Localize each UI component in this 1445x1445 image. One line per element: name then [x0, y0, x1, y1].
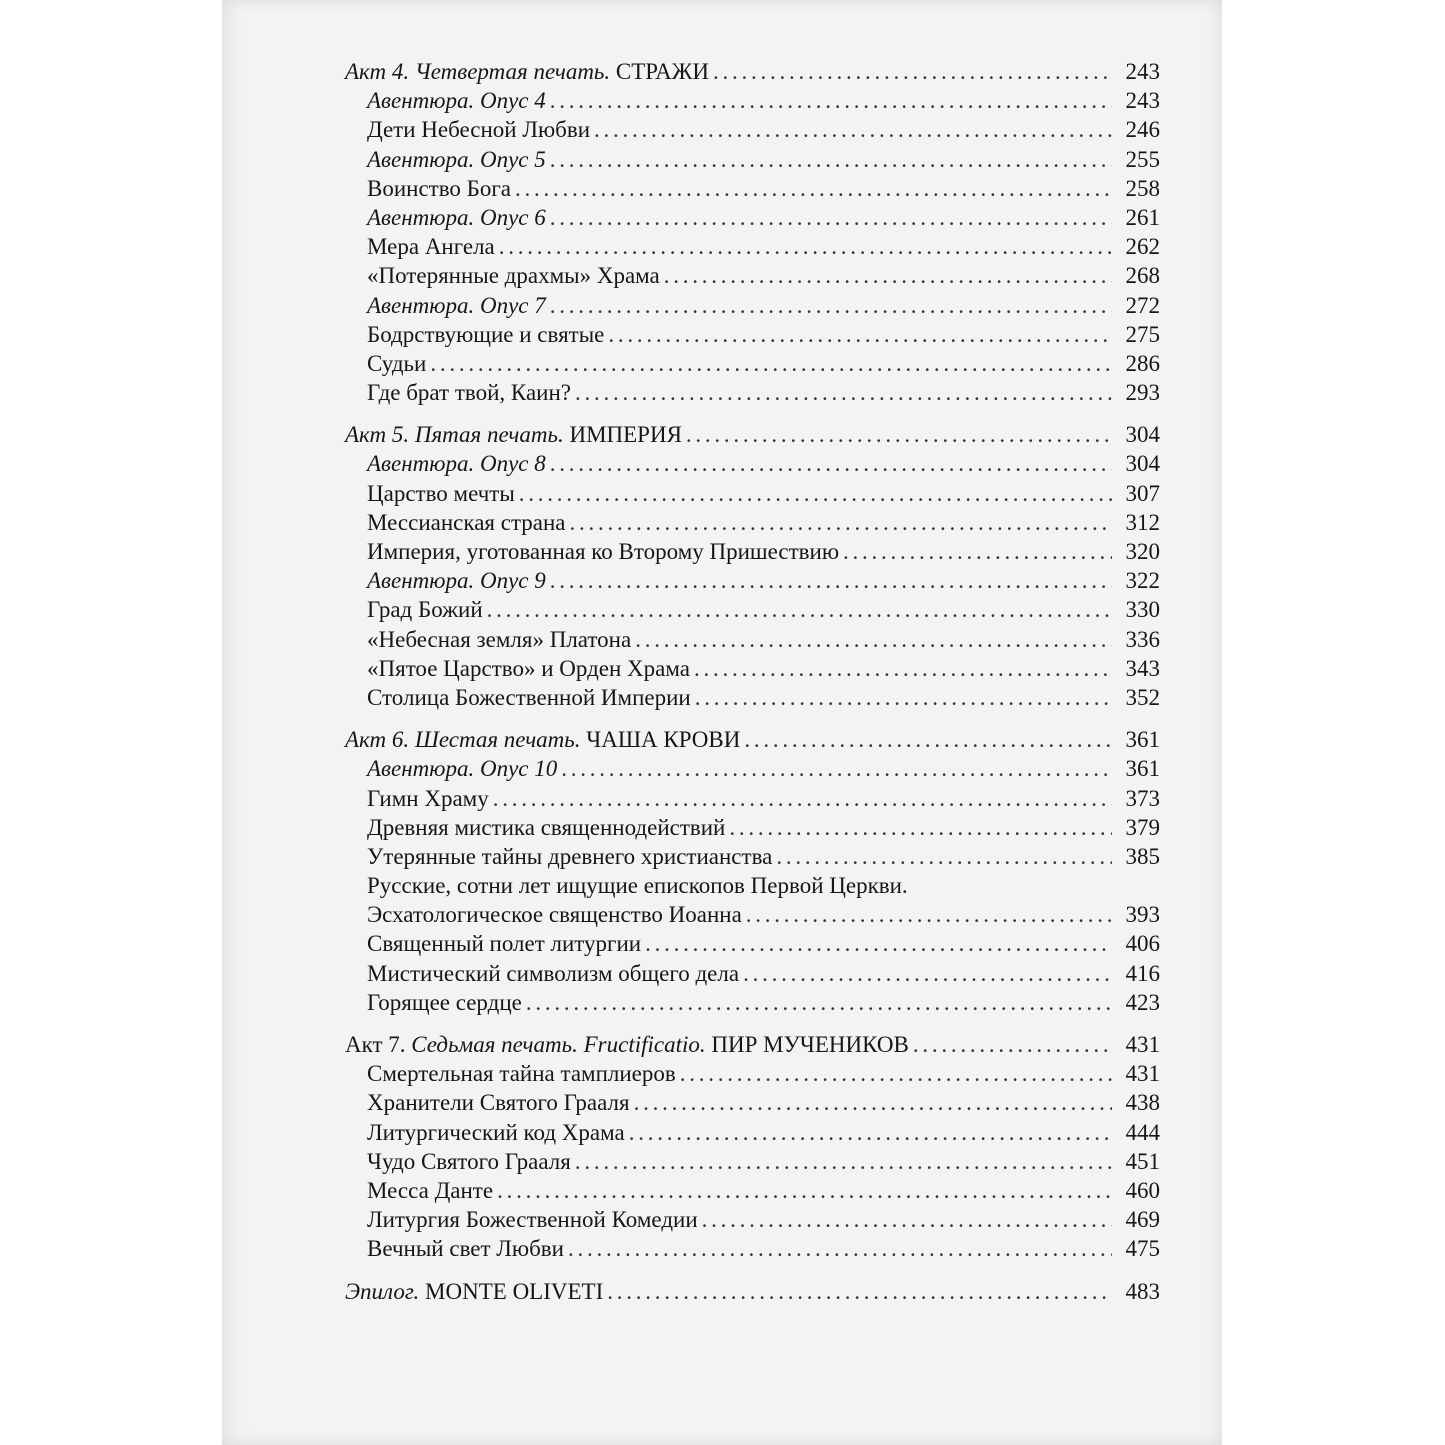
toc-entry [345, 900, 1160, 929]
toc-act-heading [345, 420, 1160, 449]
toc-entry [345, 261, 1160, 290]
toc-entry-title [367, 595, 483, 624]
toc-entry [345, 320, 1160, 349]
dot-leader [550, 449, 1112, 478]
toc-page-number: 385 [1125, 843, 1160, 869]
toc-entry-text: Утерянные тайны древнего христианства [367, 843, 773, 869]
toc-entry-text: «Потерянные драхмы» Храма [367, 263, 660, 289]
toc-entry-title [367, 261, 660, 290]
toc-entry-italic-text: Авентюра. Опус 9 [367, 568, 546, 594]
toc-entry-text: Древняя мистика священнодействий [367, 814, 726, 840]
dot-leader [843, 537, 1112, 566]
dot-leader [713, 57, 1112, 86]
toc-page-number: 469 [1125, 1207, 1160, 1233]
dot-leader [575, 1147, 1112, 1176]
dot-leader [497, 1176, 1112, 1205]
toc-page-number: 330 [1125, 597, 1160, 623]
toc-page-number: 451 [1125, 1148, 1160, 1174]
toc-page-number: 272 [1125, 292, 1160, 318]
toc-entry-text: ПИР МУЧЕНИКОВ [705, 1032, 909, 1057]
toc-entry-title [367, 86, 546, 115]
toc-page-number: 312 [1125, 509, 1160, 535]
toc-entry-text: Мессианская страна [367, 509, 566, 535]
toc-entry-title [367, 1234, 564, 1263]
dot-leader [550, 203, 1112, 232]
toc-entry-title [367, 988, 522, 1017]
dot-leader [645, 929, 1112, 958]
toc-entry [345, 871, 1160, 900]
toc-page-number: 243 [1125, 59, 1160, 84]
dot-leader [695, 683, 1112, 712]
dot-leader [499, 232, 1112, 261]
dot-leader [729, 813, 1112, 842]
toc-entry [345, 508, 1160, 537]
toc-entry [345, 929, 1160, 958]
dot-leader [913, 1030, 1112, 1059]
dot-leader [744, 725, 1112, 754]
toc-entry [345, 959, 1160, 988]
toc-entry [345, 232, 1160, 261]
toc-entry-text: Месса Данте [367, 1177, 494, 1203]
toc-entry-prefix: Акт 7. [345, 1032, 412, 1057]
toc-entry [345, 86, 1160, 115]
toc-entry-title [367, 1205, 698, 1234]
dot-leader [430, 349, 1112, 378]
dot-leader [629, 1118, 1112, 1147]
toc-entry-title [345, 1030, 909, 1059]
dot-leader [743, 959, 1112, 988]
toc-entry-text: «Пятое Царство» и Орден Храма [367, 655, 690, 681]
dot-leader [519, 479, 1112, 508]
dot-leader [493, 784, 1112, 813]
toc-entry-title [345, 420, 682, 449]
toc-entry [345, 813, 1160, 842]
toc-page-number: 268 [1125, 263, 1160, 289]
toc-entry [345, 625, 1160, 654]
toc-entry-text: ЧАША КРОВИ [580, 727, 741, 753]
toc-entry-title [367, 900, 742, 929]
dot-leader [680, 1059, 1112, 1088]
toc-act-heading [345, 57, 1160, 86]
dot-leader [635, 625, 1112, 654]
toc-page-number: 379 [1125, 814, 1160, 840]
toc-entry-title [367, 959, 739, 988]
toc-entry-text: Где брат твой, Каин? [367, 380, 571, 406]
toc-page-number: 304 [1125, 451, 1160, 477]
toc-entry-title [345, 1277, 603, 1306]
toc-entry [345, 479, 1160, 508]
toc-entry [345, 654, 1160, 683]
toc-page-number: 438 [1125, 1090, 1160, 1116]
dot-leader [634, 1088, 1112, 1117]
dot-leader [746, 900, 1112, 929]
dot-leader [686, 420, 1112, 449]
toc-entry [345, 203, 1160, 232]
toc-entry-text: Литургия Божественной Комедии [367, 1207, 698, 1233]
toc-entry-title [367, 784, 489, 813]
toc-entry [345, 1088, 1160, 1117]
toc-entry-title [367, 145, 546, 174]
toc-entry-text: Гимн Храму [367, 785, 489, 811]
toc-act-heading [345, 1277, 1160, 1306]
toc-entry-text: Царство мечты [367, 480, 515, 506]
toc-entry-text: ИМПЕРИЯ [563, 422, 682, 448]
toc-entry [345, 988, 1160, 1017]
toc-page-number: 307 [1125, 480, 1160, 506]
dot-leader [568, 1234, 1112, 1263]
toc-entry [345, 449, 1160, 478]
toc-entry-text: Столица Божественной Империи [367, 684, 691, 710]
toc-entry-text: Хранители Святого Грааля [367, 1090, 630, 1116]
dot-leader [487, 595, 1112, 624]
toc-page-number: 246 [1125, 117, 1160, 143]
toc-page-number: 286 [1125, 350, 1160, 376]
toc-entry-text: Бодрствующие и святые [367, 321, 605, 347]
toc-entry-title [367, 1088, 630, 1117]
toc-entry-title [367, 1118, 625, 1147]
toc-page-number: 361 [1125, 756, 1160, 782]
toc-entry-title [367, 813, 725, 842]
dot-leader [526, 988, 1112, 1017]
toc-entry [345, 291, 1160, 320]
toc-page-number: 361 [1125, 727, 1160, 753]
toc-entry [345, 115, 1160, 144]
toc-entry-title [367, 871, 908, 900]
toc-entry-italic-text: Авентюра. Опус 6 [367, 204, 546, 230]
toc-act-heading [345, 1030, 1160, 1059]
toc-entry-title [367, 683, 691, 712]
toc-page-number: 423 [1125, 989, 1160, 1015]
toc-entry-italic-text: Седьмая печать. Fructificatio. [411, 1032, 706, 1057]
toc-page-number: 460 [1125, 1177, 1160, 1203]
table-of-contents [345, 57, 1160, 1306]
toc-entry-title [367, 929, 641, 958]
toc-entry-title [367, 174, 511, 203]
dot-leader [664, 261, 1112, 290]
toc-entry-title [367, 479, 515, 508]
toc-entry [345, 1147, 1160, 1176]
toc-entry-text: Русские, сотни лет ищущие епископов Первой Церкви. [367, 873, 908, 899]
toc-entry-italic-text: Акт 5. Пятая печать. [345, 422, 564, 448]
toc-entry [345, 1118, 1160, 1147]
dot-leader [607, 1277, 1112, 1306]
toc-entry-text: Судьи [367, 350, 427, 376]
toc-page-number: 393 [1125, 902, 1160, 928]
toc-entry [345, 1059, 1160, 1088]
toc-entry [345, 349, 1160, 378]
toc-entry-title [367, 203, 546, 232]
toc-entry [345, 842, 1160, 871]
dot-leader [570, 508, 1112, 537]
toc-entry-title [367, 232, 495, 261]
toc-entry-italic-text: Авентюра. Опус 4 [367, 88, 546, 114]
toc-page-number: 255 [1125, 146, 1160, 172]
toc-entry-text: Град Божий [367, 597, 483, 623]
toc-act-heading [345, 725, 1160, 754]
dot-leader [561, 754, 1112, 783]
dot-leader [515, 174, 1112, 203]
toc-entry-title [367, 115, 590, 144]
toc-page-number: 416 [1125, 960, 1160, 986]
toc-entry-text: Воинство Бога [367, 175, 512, 201]
toc-page-number: 444 [1125, 1119, 1160, 1145]
toc-entry [345, 145, 1160, 174]
toc-page-number: 373 [1125, 785, 1160, 811]
toc-page-number: 431 [1125, 1032, 1160, 1057]
toc-page-number: 258 [1125, 175, 1160, 201]
toc-entry-title [345, 57, 709, 86]
toc-entry [345, 683, 1160, 712]
toc-entry-italic-text: Авентюра. Опус 8 [367, 451, 546, 477]
toc-entry-title [367, 842, 772, 871]
toc-entry-text: Смертельная тайна тамплиеров [367, 1061, 676, 1087]
toc-entry [345, 595, 1160, 624]
toc-entry-title [367, 320, 604, 349]
toc-entry-title [367, 449, 546, 478]
toc-entry-title [367, 537, 839, 566]
toc-entry-italic-text: Эпилог. [345, 1278, 420, 1304]
toc-entry-text: СТРАЖИ [610, 59, 709, 84]
toc-entry [345, 566, 1160, 595]
toc-entry-text: Империя, уготованная ко Второму Пришествию [367, 539, 840, 564]
toc-page-number: 304 [1125, 422, 1160, 448]
toc-entry-italic-text: Акт 4. Четвертая печать. [345, 59, 611, 84]
toc-page-number: 352 [1125, 684, 1160, 710]
dot-leader [594, 115, 1112, 144]
toc-entry [345, 754, 1160, 783]
toc-entry-text: Мера Ангела [367, 234, 495, 260]
toc-page-number: 243 [1125, 88, 1160, 114]
toc-entry-text: Литургический код Храма [367, 1119, 625, 1145]
dot-leader [550, 566, 1112, 595]
toc-entry-text: Мистический символизм общего дела [367, 960, 740, 986]
toc-entry-title [367, 349, 426, 378]
toc-entry-title [367, 566, 546, 595]
toc-entry-italic-text: Авентюра. Опус 5 [367, 146, 546, 172]
dot-leader [694, 654, 1112, 683]
toc-entry-text: MONTE OLIVETI [419, 1278, 604, 1304]
toc-entry-title [367, 1059, 676, 1088]
toc-page-number: 483 [1125, 1278, 1160, 1304]
toc-entry-title [367, 654, 690, 683]
dot-leader [550, 145, 1112, 174]
toc-entry-title [367, 1147, 571, 1176]
toc-entry-title [367, 625, 631, 654]
toc-entry [345, 1234, 1160, 1263]
dot-leader [550, 86, 1112, 115]
toc-entry [345, 537, 1160, 566]
toc-entry [345, 784, 1160, 813]
toc-entry-italic-text: Акт 6. Шестая печать. [345, 727, 581, 753]
toc-entry-title [367, 378, 571, 407]
dot-leader [575, 378, 1112, 407]
toc-entry-text: «Небесная земля» Платона [367, 626, 632, 652]
toc-entry [345, 1205, 1160, 1234]
dot-leader [776, 842, 1112, 871]
toc-entry-text: Священный полет литургии [367, 931, 642, 957]
toc-entry-text: Дети Небесной Любви [367, 117, 591, 143]
toc-entry-title [345, 725, 740, 754]
dot-leader [608, 320, 1112, 349]
toc-page-number: 293 [1125, 380, 1160, 406]
toc-entry-title [367, 291, 546, 320]
toc-entry-text: Чудо Святого Грааля [367, 1148, 571, 1174]
toc-page-number: 406 [1125, 931, 1160, 957]
toc-entry-title [367, 1176, 493, 1205]
toc-page-number: 475 [1125, 1236, 1160, 1262]
toc-page-number: 343 [1125, 655, 1160, 681]
toc-entry-italic-text: Авентюра. Опус 7 [367, 292, 546, 318]
toc-page-number: 322 [1125, 568, 1160, 594]
toc-entry-title [367, 754, 557, 783]
toc-page-number: 275 [1125, 321, 1160, 347]
toc-entry [345, 174, 1160, 203]
toc-page-number: 336 [1125, 626, 1160, 652]
toc-page-number: 431 [1125, 1061, 1160, 1087]
toc-page-number: 262 [1125, 234, 1160, 260]
toc-page-number: 261 [1125, 204, 1160, 230]
dot-leader [702, 1205, 1112, 1234]
toc-entry [345, 378, 1160, 407]
toc-entry-italic-text: Авентюра. Опус 10 [367, 756, 558, 782]
toc-page-number: 320 [1125, 539, 1160, 564]
toc-entry [345, 1176, 1160, 1205]
toc-entry-title [367, 508, 566, 537]
toc-entry-text: Вечный свет Любви [367, 1236, 564, 1262]
dot-leader [550, 291, 1112, 320]
toc-entry-text: Эсхатологическое священство Иоанна [367, 902, 742, 928]
toc-entry-text: Горящее сердце [367, 989, 522, 1015]
